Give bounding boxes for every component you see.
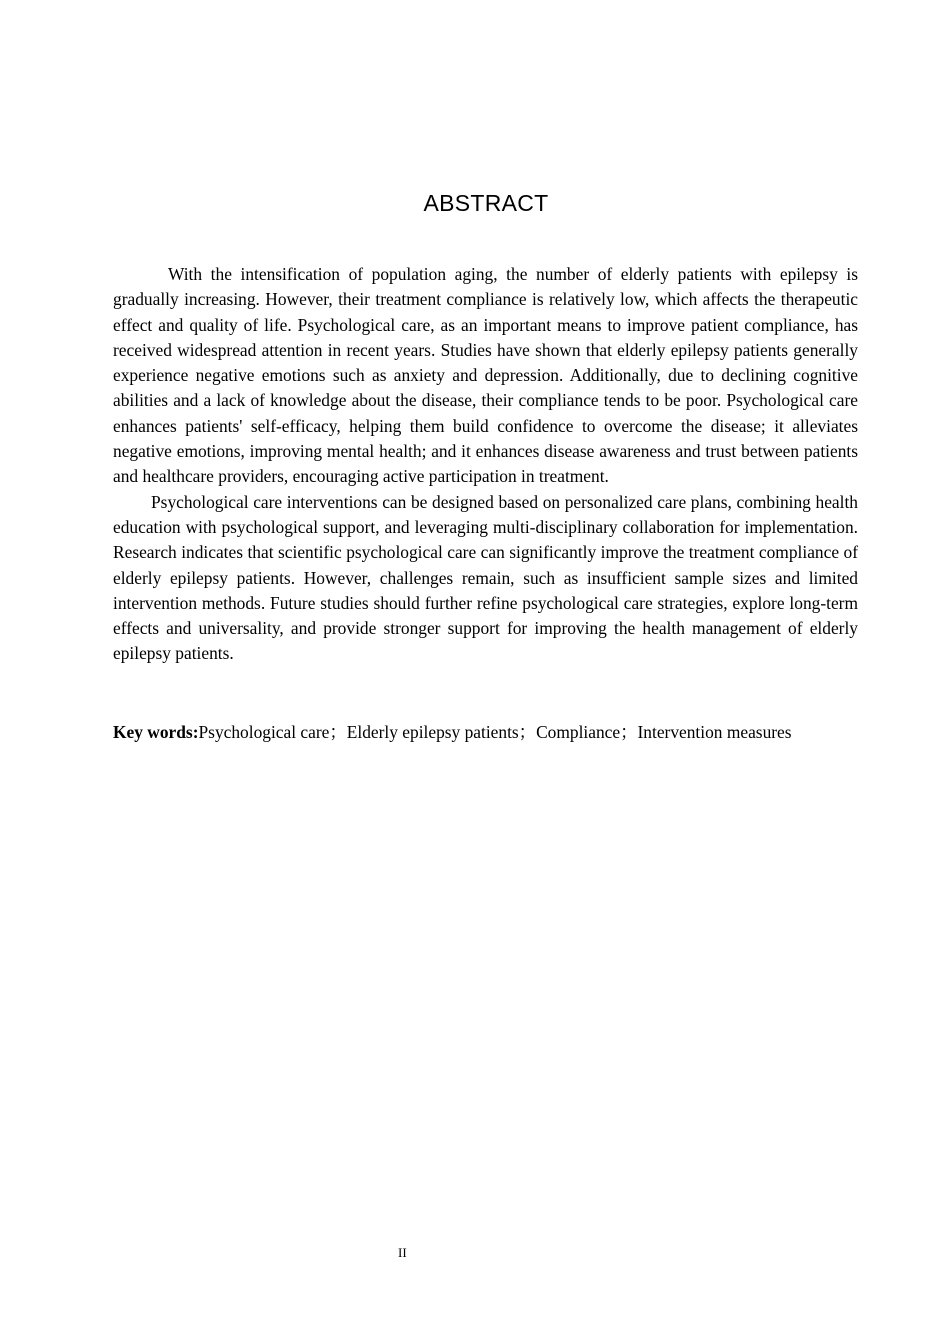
keywords-line [113, 720, 793, 745]
keywords-label: Key words: [113, 722, 199, 742]
keywords-text: Psychological care；Elderly epilepsy patients；Compliance；Intervention measures [198, 722, 792, 742]
page-number: II [398, 1245, 407, 1260]
abstract-body [113, 262, 858, 667]
abstract-paragraph-1: With the intensification of population aging, the number of elderly patients with epilepsy is gradually increasing. However, their treatment compliance is relatively low, which affects the therapeutic effect and quality of life. Psychological care, as an important means to improve patient compliance, has received widespread attention in recent years. Studies have shown that elderly epilepsy patients generally experience negative emotions such as anxiety and depression. Additionally, due to declining cognitive abilities and a lack of knowledge about the disease, their compliance tends to be poor. Psychological care enhances patients' self-efficacy, helping them build confidence to overcome the disease; it alleviates negative emotions, improving mental health; and it enhances disease awareness and trust between patients and healthcare providers, encouraging active participation in treatment. [113, 264, 858, 487]
abstract-paragraph-2: Psychological care interventions can be designed based on personalized care plans, combining health education with psychological support, and leveraging multi-disciplinary collaboration for implementation. Research indicates that scientific psychological care can significantly improve the treatment compliance of elderly epilepsy patients. However, challenges remain, such as insufficient sample sizes and limited intervention methods. Future studies should further refine psychological care strategies, explore long-term effects and universality, and provide stronger support for improving the health management of elderly epilepsy patients. [113, 491, 858, 664]
page-title: ABSTRACT [423, 190, 549, 216]
